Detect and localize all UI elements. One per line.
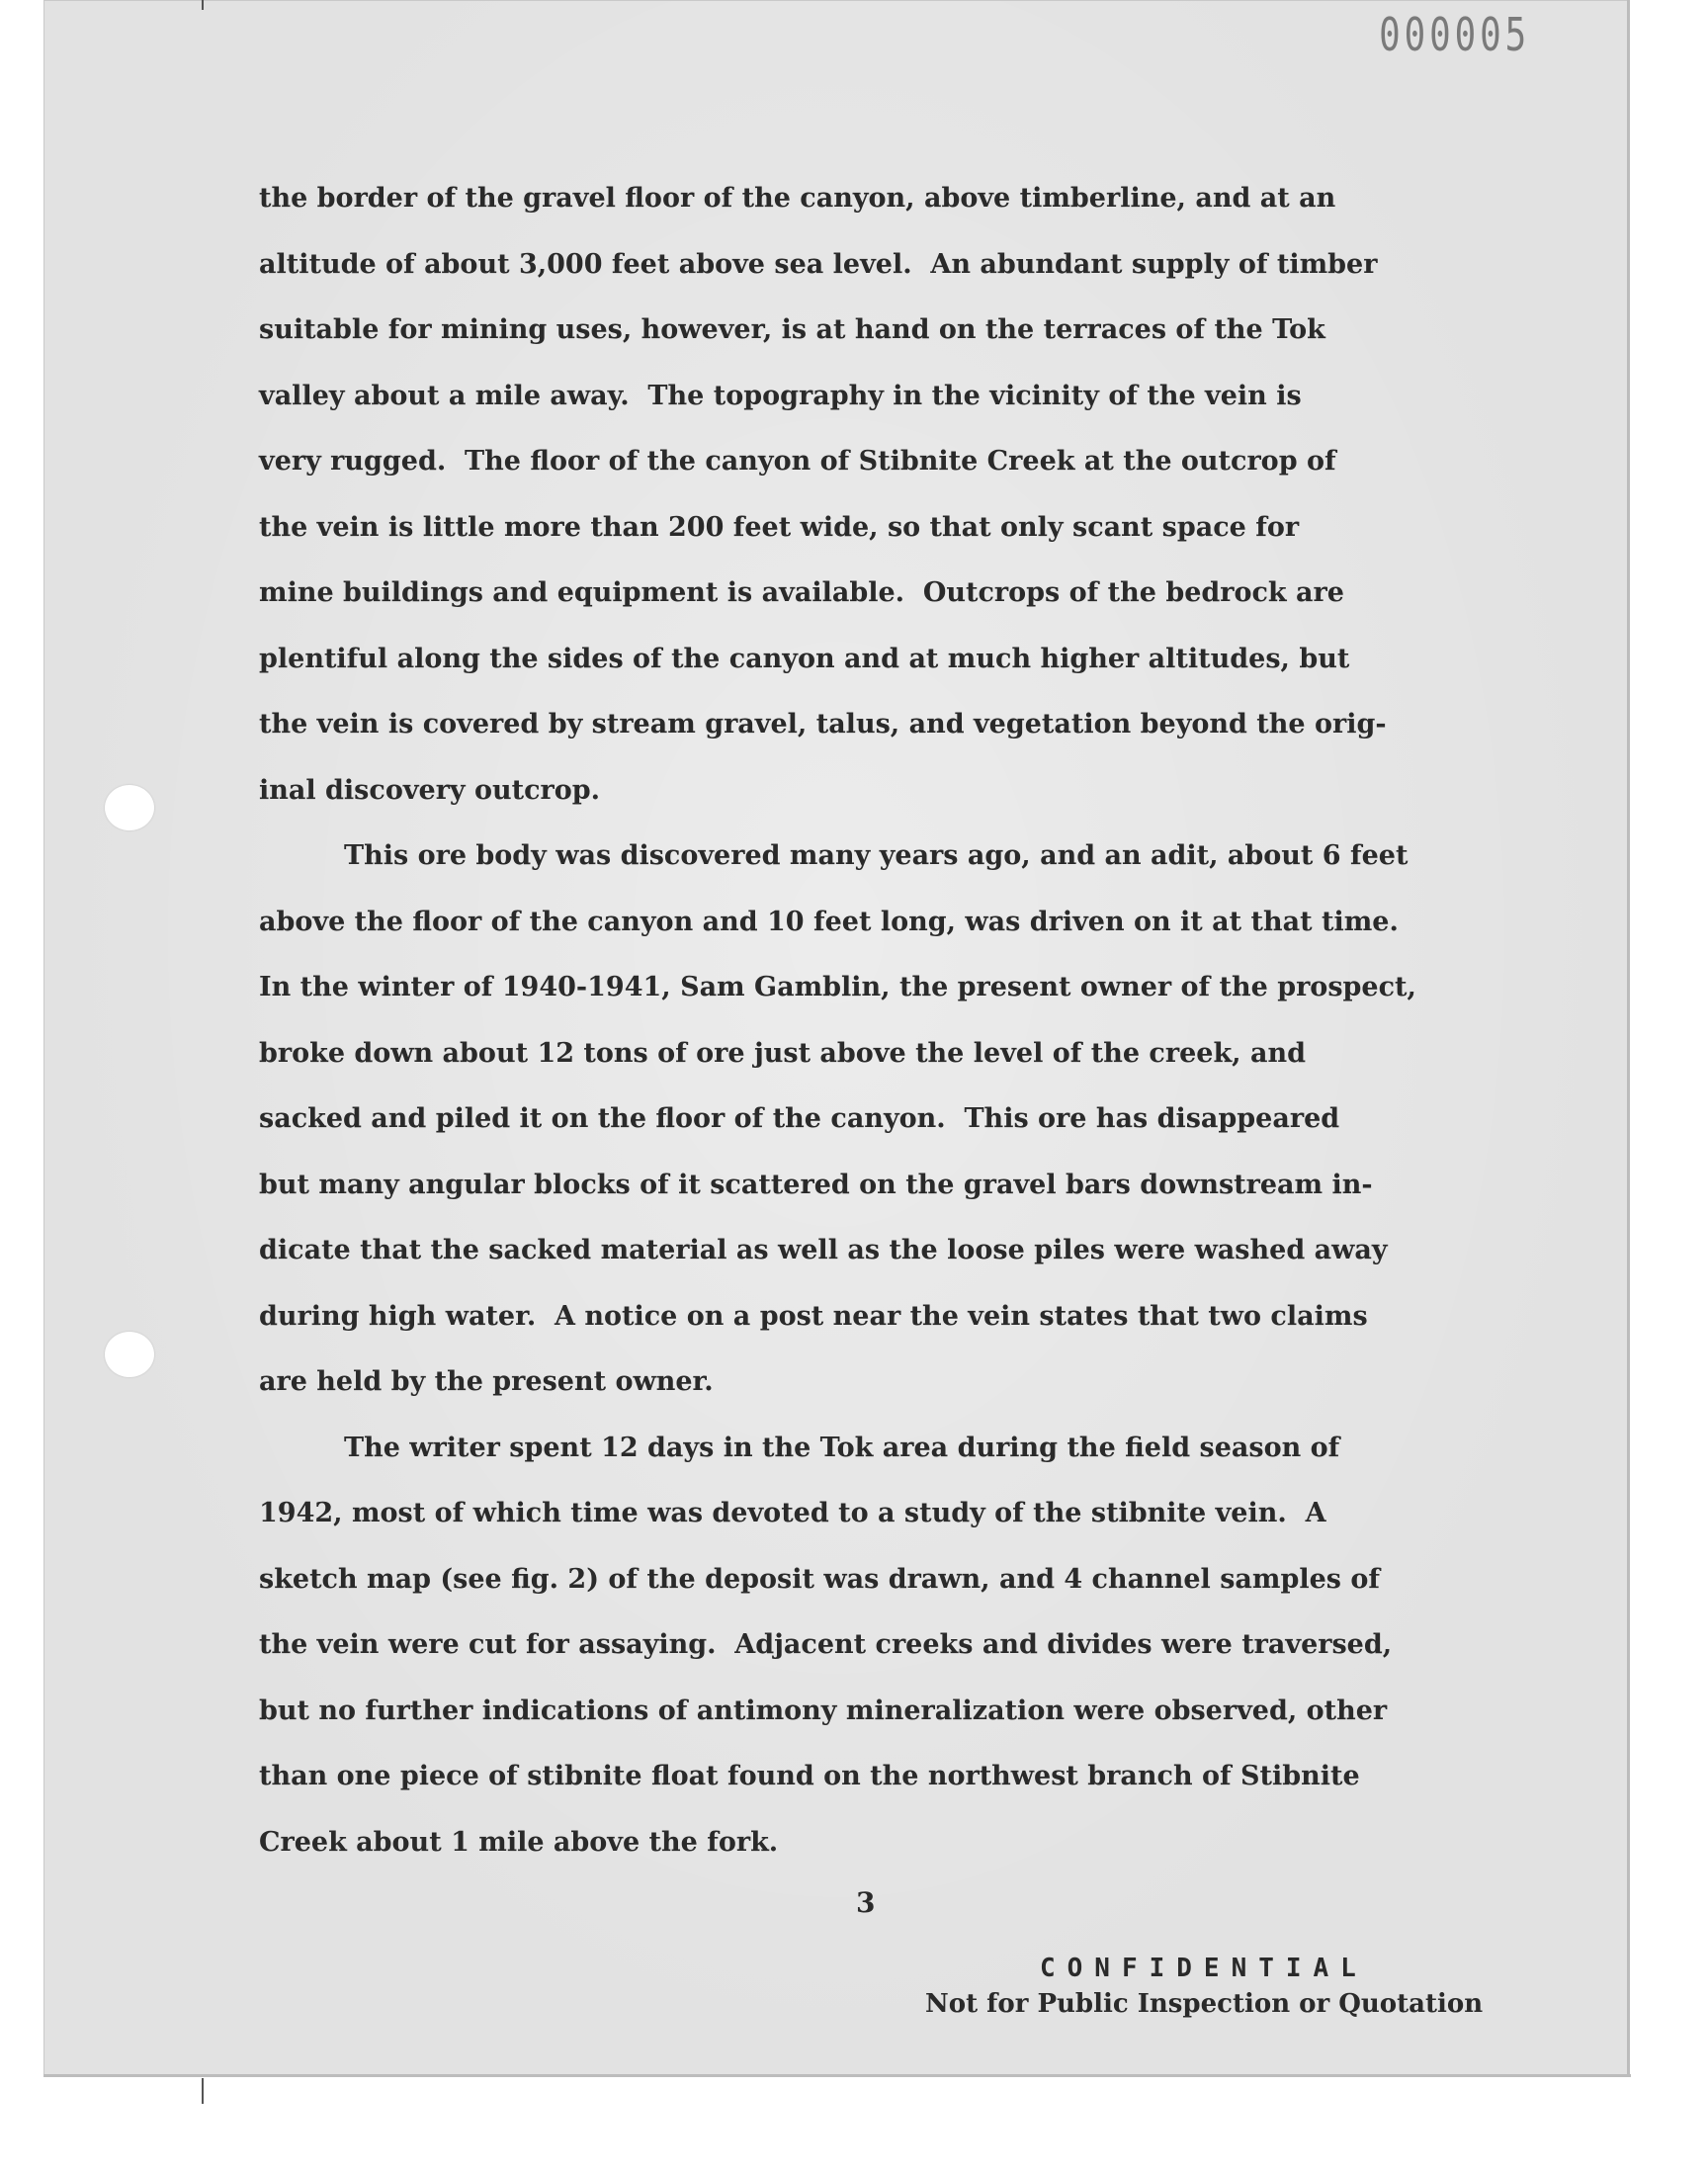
- document-body: [259, 166, 1564, 1875]
- text-line: plentiful along the sides of the canyon and at much higher altitudes, but: [259, 643, 1350, 674]
- text-line: The writer spent 12 days in the Tok area during the field season of: [344, 1432, 1340, 1463]
- text-line: altitude of about 3,000 feet above sea level. An abundant supply of timber: [259, 248, 1378, 280]
- paragraph-2: [259, 824, 1564, 1416]
- text-line: Creek about 1 mile above the fork.: [259, 1826, 779, 1858]
- punch-hole-lower: [105, 1332, 154, 1377]
- paragraph-1: [259, 166, 1564, 824]
- text-line: during high water. A notice on a post near the vein states that two claims: [259, 1300, 1368, 1332]
- crop-mark-bottom: [202, 2078, 204, 2104]
- page-edge-right: [1627, 0, 1630, 2076]
- confidential-stamp: CONFIDENTIAL: [1040, 1954, 1368, 1983]
- text-line: the vein were cut for assaying. Adjacent creeks and divides were traversed,: [259, 1629, 1393, 1660]
- text-line: but no further indications of antimony mineralization were observed, other: [259, 1695, 1388, 1726]
- text-line: sacked and piled it on the floor of the canyon. This ore has disappeared: [259, 1103, 1340, 1134]
- text-line: mine buildings and equipment is available. Outcrops of the bedrock are: [259, 577, 1344, 608]
- distribution-notice: Not for Public Inspection or Quotation: [925, 1989, 1484, 2019]
- text-line: In the winter of 1940-1941, Sam Gamblin, the present owner of the prospect,: [259, 972, 1416, 1002]
- text-line: the border of the gravel floor of the canyon, above timberline, and at an: [259, 183, 1336, 214]
- text-line: than one piece of stibnite float found on the northwest branch of Stibnite: [259, 1761, 1360, 1791]
- text-line: 1942, most of which time was devoted to a study of the stibnite vein. A: [259, 1498, 1326, 1528]
- text-line: This ore body was discovered many years ago, and an adit, about 6 feet: [344, 840, 1409, 871]
- document-number: 000005: [1378, 8, 1530, 61]
- text-line: valley about a mile away. The topography in the vicinity of the vein is: [259, 380, 1302, 411]
- text-line: are held by the present owner.: [259, 1366, 714, 1397]
- text-line: but many angular blocks of it scattered on the gravel bars downstream in-: [259, 1169, 1373, 1200]
- text-line: inal discovery outcrop.: [259, 774, 601, 806]
- text-line: very rugged. The floor of the canyon of Stibnite Creek at the outcrop of: [259, 446, 1336, 477]
- page-number: 3: [856, 1886, 876, 1919]
- text-line: above the floor of the canyon and 10 feet long, was driven on it at that time.: [259, 906, 1399, 937]
- text-line: the vein is little more than 200 feet wide, so that only scant space for: [259, 511, 1300, 543]
- text-line: the vein is covered by stream gravel, talus, and vegetation beyond the orig-: [259, 709, 1387, 740]
- text-line: suitable for mining uses, however, is at hand on the terraces of the Tok: [259, 314, 1325, 345]
- punch-hole-upper: [105, 785, 154, 830]
- text-line: broke down about 12 tons of ore just above the level of the creek, and: [259, 1037, 1306, 1069]
- crop-mark-top: [202, 0, 204, 10]
- text-line: dicate that the sacked material as well as the loose piles were washed away: [259, 1235, 1388, 1265]
- page-edge-bottom: [43, 2074, 1631, 2077]
- paragraph-3: [259, 1416, 1564, 1876]
- text-line: sketch map (see fig. 2) of the deposit was drawn, and 4 channel samples of: [259, 1563, 1381, 1595]
